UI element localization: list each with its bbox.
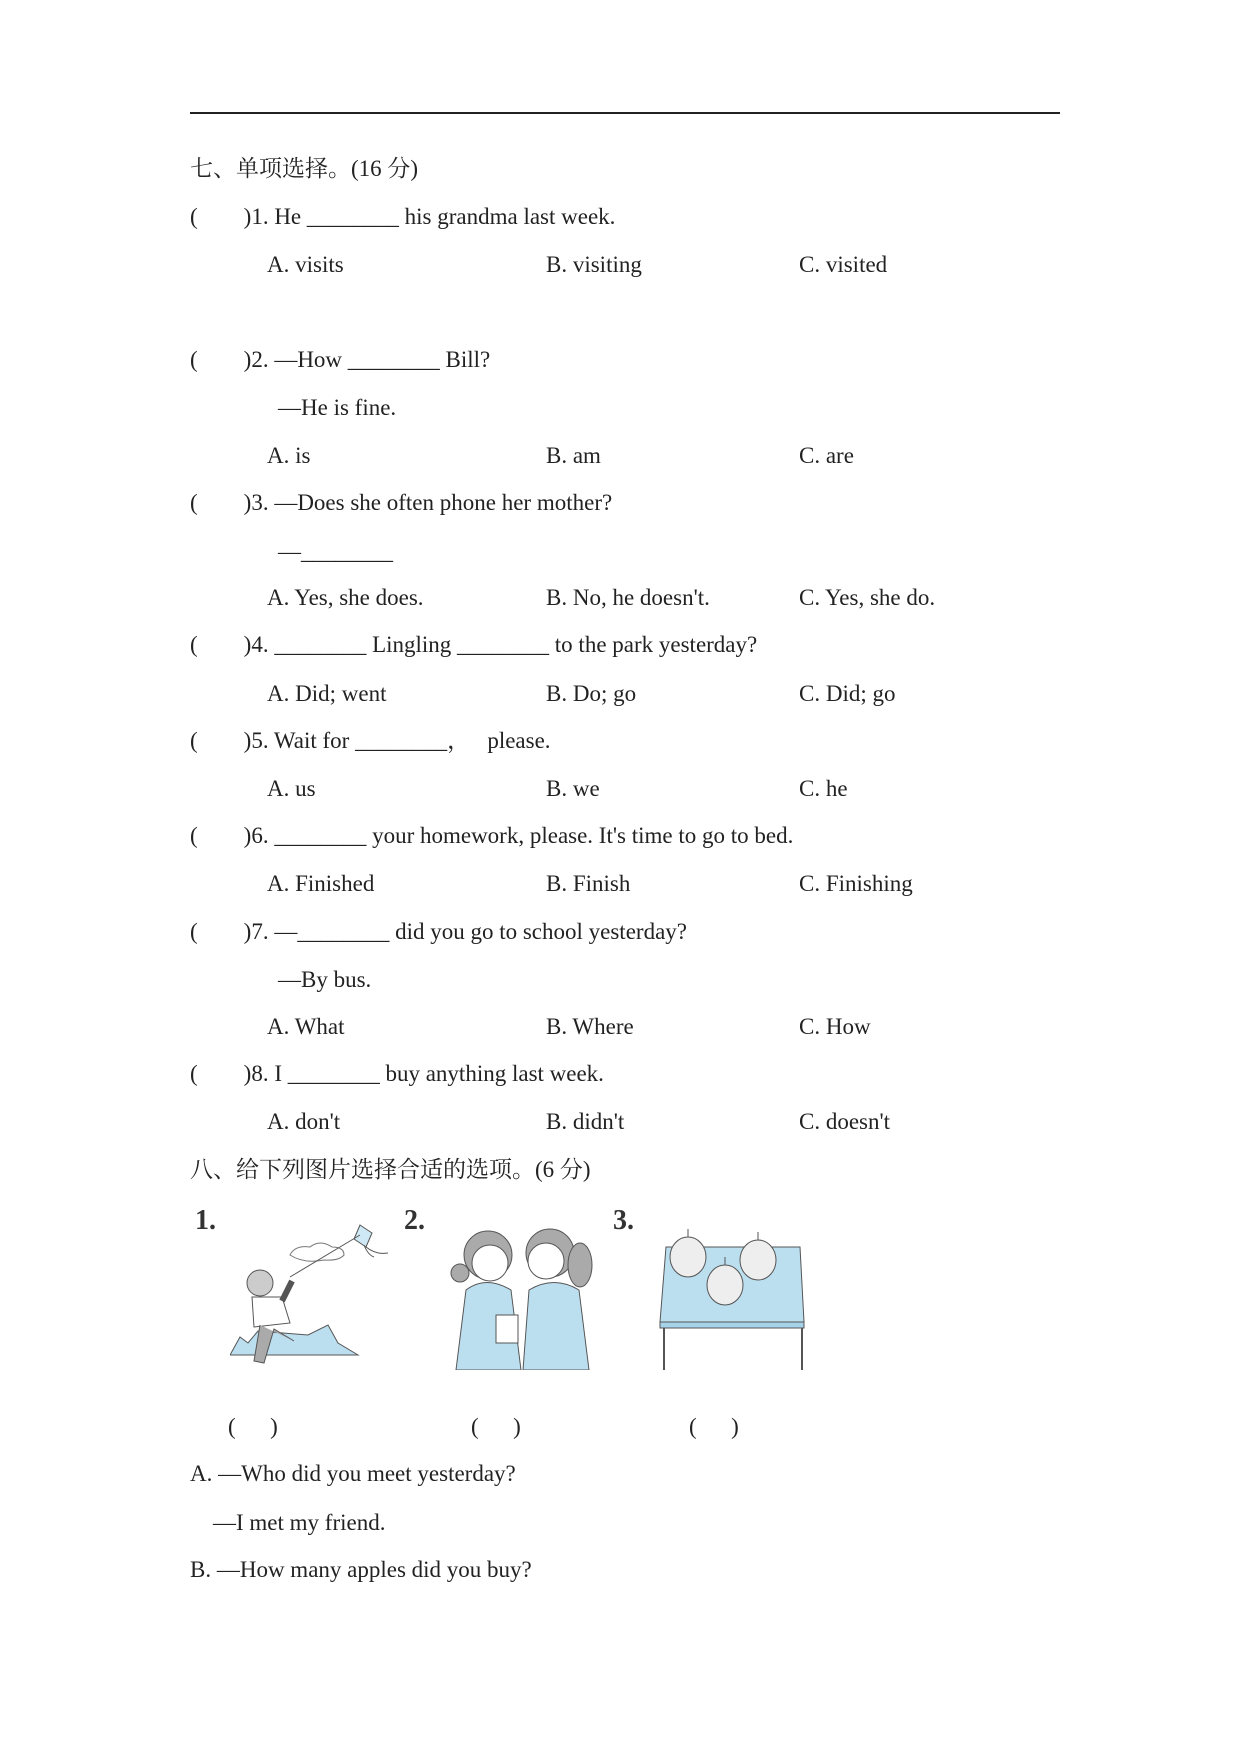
q7-answer-line: —By bus. [278,967,372,992]
q3-option-a[interactable]: A. Yes, she does. [267,585,424,610]
apples-on-table-icon [658,1225,808,1370]
picture-2-answer-blank[interactable]: ( ) [471,1414,521,1439]
q1-option-a[interactable]: A. visits [267,252,344,277]
question-6-stem: ( )6. ________ your homework, please. It's time to go to bed. [190,823,794,848]
question-2-stem: ( )2. —How ________ Bill? [190,347,491,372]
q6-option-c[interactable]: C. Finishing [799,871,913,896]
q8-option-a[interactable]: A. don't [267,1109,341,1134]
picture-3-answer-blank[interactable]: ( ) [689,1414,739,1439]
q4-option-b[interactable]: B. Do; go [546,681,637,706]
header-rule [190,112,1060,114]
q7-option-b[interactable]: B. Where [546,1014,634,1039]
question-3-stem: ( )3. —Does she often phone her mother? [190,490,613,515]
q2-option-a[interactable]: A. is [267,443,311,468]
q5-option-c[interactable]: C. he [799,776,848,801]
section8-title: 八、给下列图片选择合适的选项。(6 分) [190,1157,591,1182]
choice-a-line-1: A. —Who did you meet yesterday? [190,1461,516,1486]
q7-option-c[interactable]: C. How [799,1014,871,1039]
picture-1-label: 1. [195,1205,216,1236]
choice-b-line-1: B. —How many apples did you buy? [190,1557,532,1582]
q5-option-a[interactable]: A. us [267,776,316,801]
picture-1-answer-blank[interactable]: ( ) [228,1414,278,1439]
q8-option-b[interactable]: B. didn't [546,1109,625,1134]
q4-option-c[interactable]: C. Did; go [799,681,896,706]
q3-answer-line: —________ [278,539,393,564]
q6-option-a[interactable]: A. Finished [267,871,375,896]
q8-option-c[interactable]: C. doesn't [799,1109,891,1134]
question-1-stem: ( )1. He ________ his grandma last week. [190,204,616,229]
q2-option-c[interactable]: C. are [799,443,854,468]
section7-title: 七、单项选择。(16 分) [190,156,419,181]
question-7-stem: ( )7. —________ did you go to school yesterday? [190,919,687,944]
q2-option-b[interactable]: B. am [546,443,601,468]
q4-option-a[interactable]: A. Did; went [267,681,387,706]
q1-option-c[interactable]: C. visited [799,252,888,277]
q1-option-b[interactable]: B. visiting [546,252,642,277]
choice-a-line-2: —I met my friend. [190,1510,386,1535]
q7-option-a[interactable]: A. What [267,1014,345,1039]
q5-option-b[interactable]: B. we [546,776,600,801]
question-8-stem: ( )8. I ________ buy anything last week. [190,1061,604,1086]
q3-option-b[interactable]: B. No, he doesn't. [546,585,710,610]
q6-option-b[interactable]: B. Finish [546,871,631,896]
q3-option-c[interactable]: C. Yes, she do. [799,585,936,610]
question-4-stem: ( )4. ________ Lingling ________ to the park yesterday? [190,632,758,657]
q2-answer-line: —He is fine. [278,395,397,420]
question-5-stem: ( )5. Wait for ________， please. [190,728,551,753]
boy-flying-kite-icon [230,1215,400,1365]
two-girls-talking-icon [448,1215,608,1370]
picture-2-label: 2. [404,1205,425,1236]
picture-3-label: 3. [613,1205,634,1236]
